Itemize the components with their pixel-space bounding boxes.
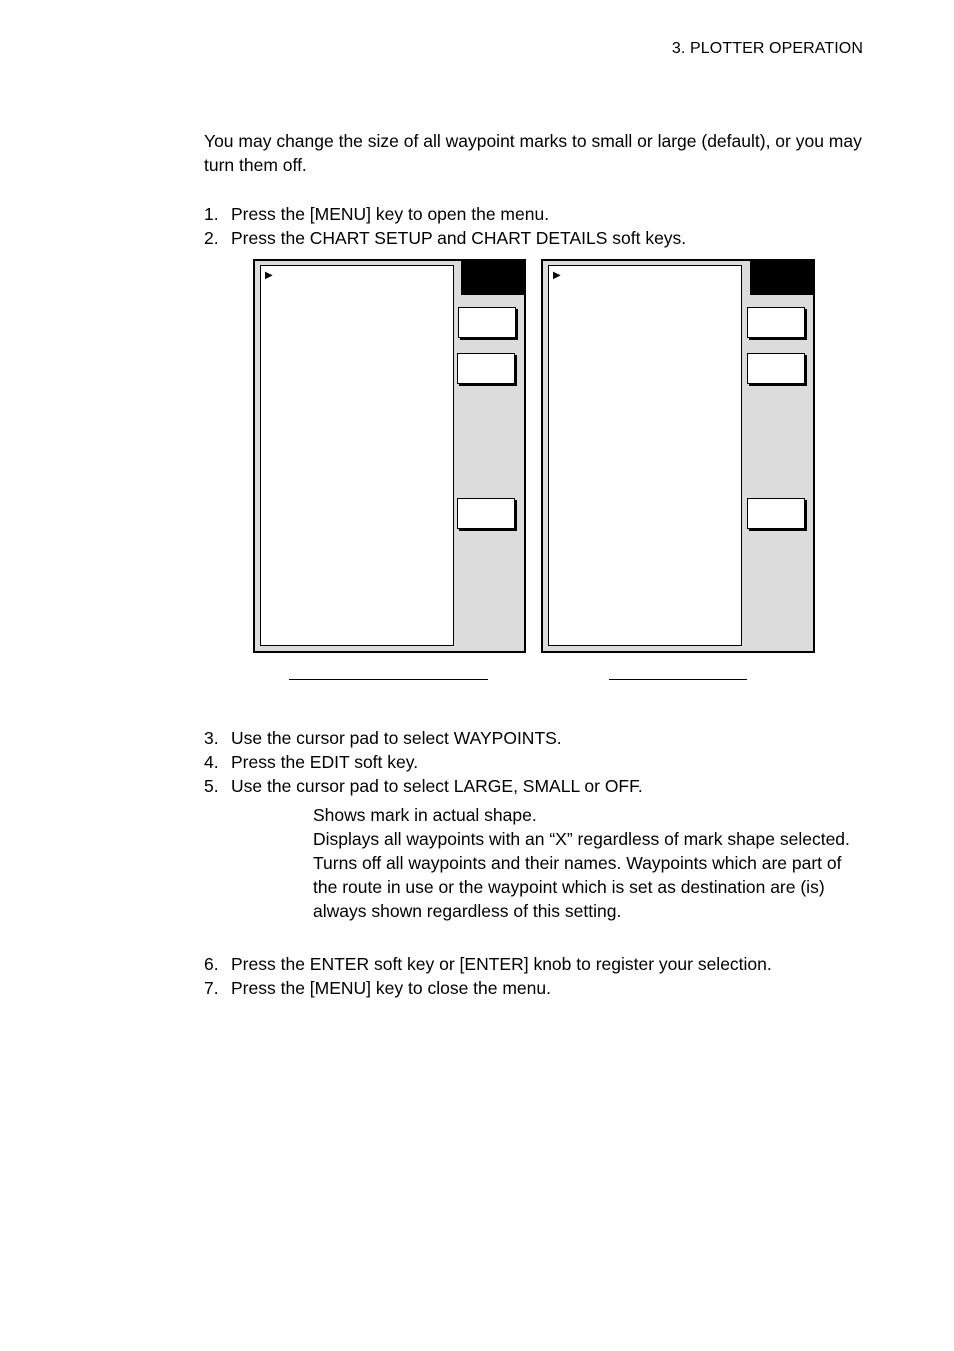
- step-number: 3.: [204, 728, 219, 748]
- option-description: Displays all waypoints with an “X” regardless of mark shape selected.: [313, 829, 850, 849]
- option-descriptions: [313, 803, 858, 923]
- softkey-title-bar: [461, 261, 524, 295]
- step-number: 7.: [204, 978, 219, 998]
- step-number: 5.: [204, 776, 219, 796]
- step-number: 6.: [204, 954, 219, 974]
- cursor-arrow-icon: ▶: [265, 270, 273, 281]
- soft-key-2[interactable]: [457, 353, 515, 384]
- soft-key-1[interactable]: [458, 307, 516, 338]
- page-header: 3. PLOTTER OPERATION: [671, 40, 863, 57]
- caption-rule-right: [609, 679, 747, 680]
- soft-key-3[interactable]: [457, 498, 515, 529]
- option-description: Turns off all waypoints and their names. Waypoints which are part of the route in use or the waypoint which is set as destination are (is) always shown regardless of this setting.: [313, 853, 842, 921]
- menu-screen-left: [253, 259, 526, 653]
- step-text: Press the CHART SETUP and CHART DETAILS soft keys.: [231, 228, 687, 248]
- step-item: [204, 952, 864, 976]
- intro-paragraph: You may change the size of all waypoint marks to small or large (default), or you may turn them off.: [204, 131, 862, 175]
- step-item: [204, 750, 864, 774]
- option-description: Shows mark in actual shape.: [313, 805, 537, 825]
- soft-key-1[interactable]: [747, 307, 805, 338]
- cursor-arrow-icon: ▶: [553, 270, 561, 281]
- menu-list-area: [548, 265, 742, 646]
- soft-key-3[interactable]: [747, 498, 805, 529]
- softkey-title-bar: [750, 261, 813, 295]
- step-text: Use the cursor pad to select WAYPOINTS.: [231, 728, 562, 748]
- step-text: Press the [MENU] key to open the menu.: [231, 204, 550, 224]
- step-item: [204, 202, 864, 226]
- menu-screen-right: [541, 259, 815, 653]
- step-text: Use the cursor pad to select LARGE, SMALL or OFF.: [231, 776, 643, 796]
- menu-list-area: [260, 265, 454, 646]
- step-number: 2.: [204, 228, 219, 248]
- step-item: [204, 976, 864, 1000]
- step-text: Press the ENTER soft key or [ENTER] knob to register your selection.: [231, 954, 772, 974]
- steps-list-1: [204, 202, 864, 250]
- step-item: [204, 774, 864, 798]
- step-text: Press the [MENU] key to close the menu.: [231, 978, 551, 998]
- steps-list-3: [204, 952, 864, 1000]
- steps-list-2: [204, 726, 864, 798]
- step-item: [204, 726, 864, 750]
- step-item: [204, 226, 864, 250]
- step-number: 1.: [204, 204, 219, 224]
- caption-rule-left: [289, 679, 488, 680]
- soft-key-2[interactable]: [747, 353, 805, 384]
- step-text: Press the EDIT soft key.: [231, 752, 419, 772]
- step-number: 4.: [204, 752, 219, 772]
